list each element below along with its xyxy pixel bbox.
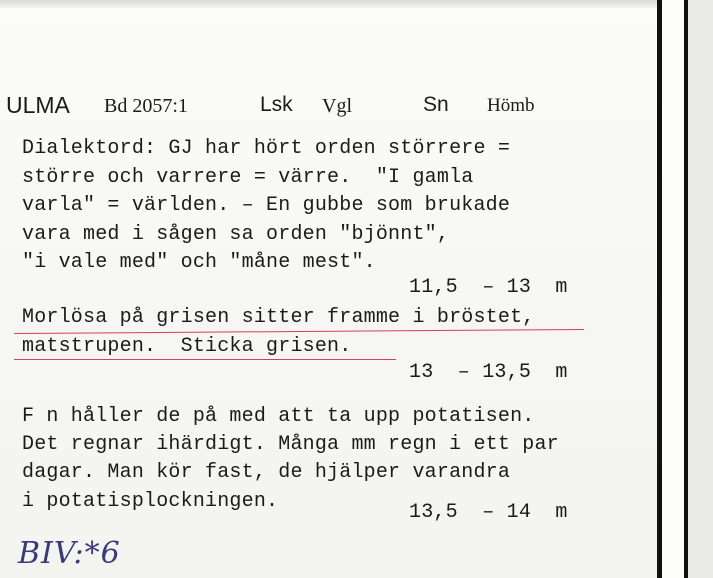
block2-line-1: Morlösa på grisen sitter framme i bröstet, xyxy=(22,306,535,329)
block2-line-2: matstrupen. Sticka grisen. xyxy=(22,335,352,358)
block2-range: 13 – 13,5 m xyxy=(409,361,568,384)
header-lsk: Lsk xyxy=(260,93,293,116)
header-homb: Hömb xyxy=(487,95,535,116)
block3-line-3: dagar. Man kör fast, de hjälper varandra xyxy=(22,461,511,484)
header-vgl: Vgl xyxy=(322,95,352,117)
block3-line-2: Det regnar ihärdigt. Många mm regn i ett par xyxy=(22,433,559,456)
block3-line-4: i potatisplockningen. xyxy=(22,490,279,513)
block1-line-1: Dialektord: GJ har hört orden störrere = xyxy=(22,137,511,160)
block1-line-3: varla" = världen. – En gubbe som brukade xyxy=(22,194,511,217)
block1-line-4: vara med i sågen sa orden "bjönnt", xyxy=(22,223,450,246)
header-sn: Sn xyxy=(423,93,449,116)
block1-range: 11,5 – 13 m xyxy=(409,276,568,299)
block3-range: 13,5 – 14 m xyxy=(409,501,568,524)
block3-line-1: F n håller de på med att ta upp potatisen. xyxy=(22,405,535,428)
header-ref: Bd 2057:1 xyxy=(104,95,188,117)
handwritten-signature: BIV:*6 xyxy=(18,536,121,571)
card-top-edge xyxy=(0,0,658,8)
block2-underline-2 xyxy=(14,359,396,360)
adjacent-card-strip xyxy=(688,0,713,578)
card-gap xyxy=(662,0,684,578)
header-code: ULMA xyxy=(6,92,70,118)
block1-line-2: större och varrere = värre. "I gamla xyxy=(22,166,474,189)
block1-line-5: "i vale med" och "måne mest". xyxy=(22,251,376,274)
